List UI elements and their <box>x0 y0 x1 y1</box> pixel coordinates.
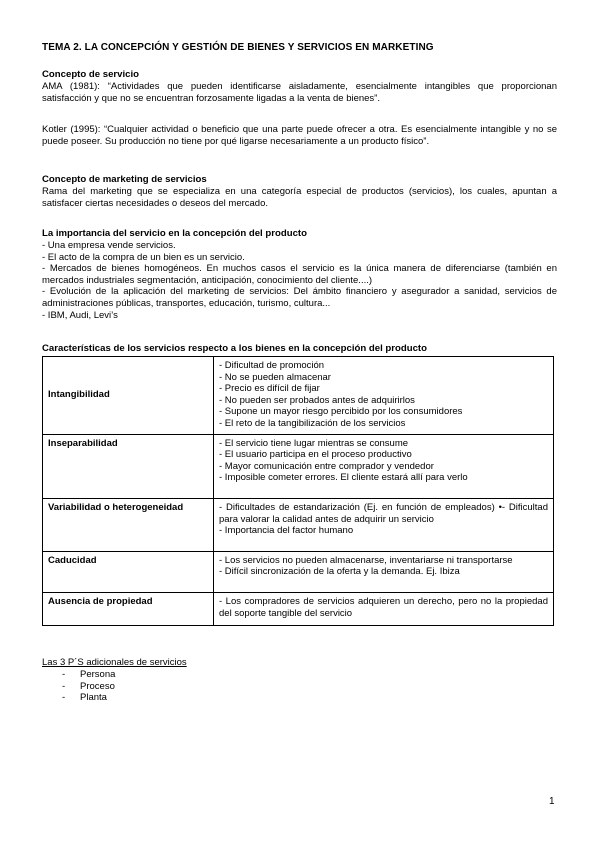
desc-line: - No se pueden almacenar <box>219 371 331 383</box>
section-concepto-servicio <box>42 69 557 104</box>
ps-list <box>42 669 187 704</box>
list-item: - Planta <box>62 692 107 704</box>
row-desc-variabilidad <box>214 498 554 551</box>
page-number: 1 <box>549 796 555 807</box>
desc-line: - El reto de la tangibilización de los servicios <box>219 417 406 429</box>
heading-concepto-marketing: Concepto de marketing de servicios <box>42 174 207 185</box>
heading-3ps: Las 3 P´S adicionales de servicios <box>42 657 187 668</box>
importancia-item: - IBM, Audi, Levi’s <box>42 309 118 321</box>
ps-item-planta: Planta <box>80 692 107 704</box>
row-name-ausencia-propiedad: Ausencia de propiedad <box>43 592 214 625</box>
table-row <box>43 498 554 551</box>
desc-line: - Los servicios no pueden almacenarse, inventariarse ni transportarse <box>219 554 513 566</box>
desc-line: - Imposible cometer errores. El cliente estará allí para verlo <box>219 472 468 484</box>
row-name-intangibilidad: Intangibilidad <box>43 357 214 435</box>
row-desc-caducidad <box>214 551 554 592</box>
desc-line: - Precio es difícil de fijar <box>219 383 320 395</box>
definition-ama: AMA (1981): “Actividades que pueden identificarse aisladamente, esencialmente intangibles que proporcionan satisfacción y que no se encuentran forzosamente ligadas a la venta de bienes”. <box>42 81 557 104</box>
desc-line: - El servicio tiene lugar mientras se consume <box>219 437 409 449</box>
desc-line: - El usuario participa en el proceso productivo <box>219 449 412 461</box>
table-row <box>43 592 554 625</box>
importancia-item: - Evolución de la aplicación del marketing de servicios: Del ámbito financiero y asegurador a sanidad, servicios de administraciones públicas, transportes, educación, turismo, cultura... <box>42 286 557 309</box>
importancia-item: - El acto de la compra de un bien es un servicio. <box>42 251 245 263</box>
section-kotler <box>42 124 557 147</box>
definition-kotler: Kotler (1995): “Cualquier actividad o beneficio que una parte puede ofrecer a otra. Es esencialmente intangible y no se puede poseer. Su producción no tiene por qué ligarse necesariamente a un producto físico”. <box>42 124 557 147</box>
desc-line: - Supone un mayor riesgo percibido por los consumidores <box>219 406 463 418</box>
row-name-variabilidad: Variabilidad o heterogeneidad <box>43 498 214 551</box>
row-desc-inseparabilidad <box>214 434 554 498</box>
section-caracteristicas-heading <box>42 343 557 355</box>
characteristics-table <box>42 356 554 626</box>
desc-line: - Dificultad de promoción <box>219 360 325 371</box>
heading-caracteristicas: Características de los servicios respecto a los bienes en la concepción del producto <box>42 343 427 354</box>
desc-line: - Mayor comunicación entre comprador y vendedor <box>219 460 434 472</box>
heading-importancia: La importancia del servicio en la concepción del producto <box>42 228 307 239</box>
importancia-item: - Mercados de bienes homogéneos. En muchos casos el servicio es la única manera de diferenciarse (también en mercados industriales segmentación, anticipación, conocimiento del cliente....) <box>42 263 557 286</box>
list-item: - Persona <box>62 668 116 680</box>
desc-line: - Los compradores de servicios adquieren un derecho, pero no la propiedad del soporte tangible del servicio <box>219 595 548 619</box>
desc-line: - No pueden ser probados antes de adquirirlos <box>219 394 415 406</box>
row-name-caducidad: Caducidad <box>43 551 214 592</box>
importancia-item: - Una empresa vende servicios. <box>42 240 176 251</box>
list-item: - Proceso <box>62 680 115 692</box>
section-3ps <box>42 657 187 704</box>
section-concepto-marketing <box>42 174 557 209</box>
desc-line: - Difícil sincronización de la oferta y la demanda. Ej. Ibiza <box>219 566 460 578</box>
row-desc-ausencia-propiedad <box>214 592 554 625</box>
desc-line: - Importancia del factor humano <box>219 525 354 537</box>
table-row <box>43 551 554 592</box>
heading-concepto-servicio: Concepto de servicio <box>42 69 140 80</box>
row-name-inseparabilidad: Inseparabilidad <box>43 434 214 498</box>
table-row <box>43 357 554 435</box>
document-title: TEMA 2. LA CONCEPCIÓN Y GESTIÓN DE BIENES Y SERVICIOS EN MARKETING <box>42 42 434 53</box>
ps-item-persona: Persona <box>80 668 116 680</box>
ps-item-proceso: Proceso <box>80 680 115 692</box>
definition-marketing-servicios: Rama del marketing que se especializa en una categoría especial de productos (servicios), los cuales, apuntan a satisfacer ciertas necesidades o deseos del mercado. <box>42 186 557 209</box>
row-desc-intangibilidad <box>214 357 554 435</box>
desc-line: - Dificultades de estandarización (Ej. en función de empleados) •- Dificultad para valorar la calidad antes de adquirir un servicio <box>219 501 548 525</box>
section-importancia <box>42 228 557 321</box>
table-row <box>43 434 554 498</box>
